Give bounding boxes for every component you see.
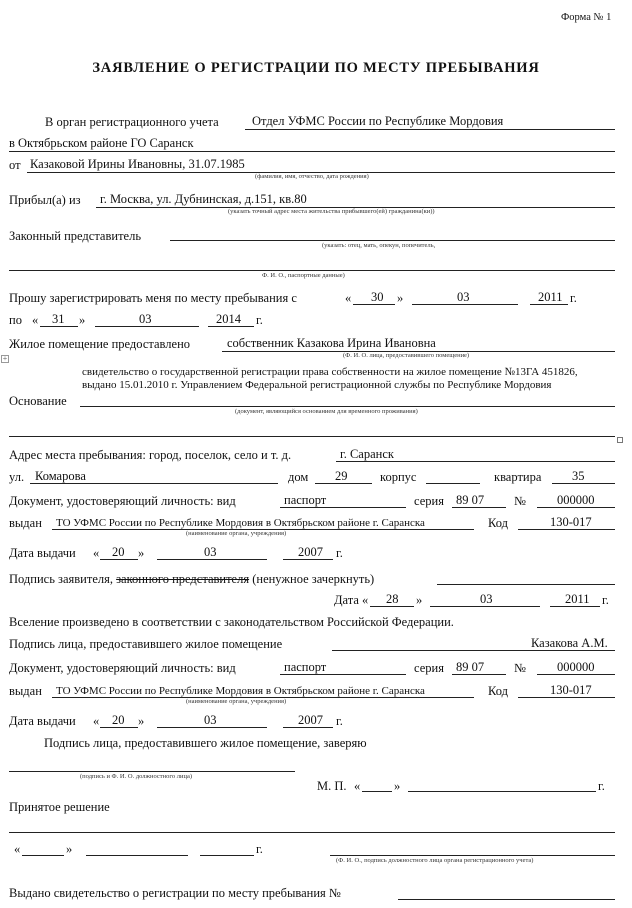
register-to-year: 2014 (216, 312, 241, 326)
form-number: Форма № 1 (561, 12, 612, 23)
doc2-series-line (452, 674, 506, 675)
korpus-line (426, 483, 480, 484)
register-from-day: 30 (371, 290, 384, 304)
doc2-num-line (537, 674, 615, 675)
doc2-kind-line (280, 674, 406, 675)
doc1-series: 89 07 (456, 493, 485, 507)
doc2-code-line (518, 697, 615, 698)
doc2-date-year: 2007 (298, 713, 323, 727)
doc1-issued-label: выдан (9, 516, 42, 530)
quote-close: » (66, 842, 73, 856)
doc1-kind: паспорт (284, 493, 327, 507)
quote-close: » (138, 546, 145, 560)
doc2-series-label: серия (414, 661, 444, 675)
arrived-hint: (указать точный адрес места жительства прибывшего(ей) гражданина(ки)) (228, 208, 435, 215)
address-city-line (336, 461, 615, 462)
decision-month-line[interactable] (86, 855, 188, 856)
provider-sign-line (332, 650, 615, 651)
register-from-month-line (412, 304, 518, 305)
premises-label: Жилое помещение предоставлено (9, 337, 191, 351)
register-to-month-line (95, 326, 199, 327)
representative-hint-1: (указать: отец, мать, опекун, попечитель, (322, 242, 436, 249)
certify-month-line[interactable] (408, 791, 596, 792)
doc2-code: 130-017 (550, 683, 592, 697)
signature-date-month-line (430, 606, 540, 607)
doc2-date-label: Дата выдачи (9, 714, 76, 728)
signature-date-month: 03 (480, 592, 493, 606)
signature-strike-text: законного представителя (116, 572, 250, 586)
doc2-num: 000000 (557, 660, 595, 674)
register-from-year-line (530, 304, 568, 305)
quote-open: « (362, 593, 369, 607)
register-from-year: 2011 (538, 290, 563, 304)
doc1-issued-hint: (наименование органа, учреждения) (186, 530, 287, 537)
doc2-issued-hint: (наименование органа, учреждения) (186, 698, 287, 705)
certify-label: Подпись лица, предоставившего жилое помещение, заверяю (44, 736, 367, 750)
stamp-label: М. П. (317, 779, 347, 793)
house-line (315, 483, 372, 484)
from-label: от (9, 158, 21, 172)
quote-close: » (79, 313, 86, 327)
certificate-line[interactable] (398, 899, 615, 900)
signature-date-day: 28 (386, 592, 399, 606)
register-from-month: 03 (457, 290, 470, 304)
register-to-day-line (40, 326, 78, 327)
representative-line-2 (9, 270, 615, 271)
doc1-date-year: 2007 (298, 545, 323, 559)
doc1-date-label: Дата выдачи (9, 546, 76, 560)
apt-value: 35 (572, 469, 585, 483)
doc1-date-suffix: г. (336, 546, 343, 560)
doc1-date-month: 03 (204, 545, 217, 559)
signature-date-year-line (550, 606, 600, 607)
certificate-label: Выдано свидетельство о регистрации по месту пребывания № (9, 886, 341, 900)
doc2-date-suffix: г. (336, 714, 343, 728)
doc2-date-month-line (157, 727, 267, 728)
page-title: ЗАЯВЛЕНИЕ О РЕГИСТРАЦИИ ПО МЕСТУ ПРЕБЫВАНИЯ (92, 60, 540, 76)
register-to-month: 03 (139, 312, 152, 326)
basis-hint: (документ, являющийся основанием для временного проживания) (235, 408, 418, 415)
doc1-num: 000000 (557, 493, 595, 507)
register-from-label: Прошу зарегистрировать меня по месту пребывания с (9, 291, 297, 305)
signature-label (9, 572, 374, 586)
doc1-series-label: серия (414, 494, 444, 508)
signature-date-label: Дата (334, 593, 359, 607)
decision-day-line[interactable] (22, 855, 64, 856)
doc2-series: 89 07 (456, 660, 485, 674)
street-line (30, 483, 278, 484)
register-to-day: 31 (52, 312, 65, 326)
certify-suffix: г. (598, 779, 605, 793)
decision-year-line[interactable] (200, 855, 254, 856)
basis-value: свидетельство о государственной регистрации права собственности на жилое помещение №13ГА 451826, выдано 15.01.2010 г. Управлением Федеральной регистрационной службы по Республике Мордовия (82, 366, 578, 391)
authority-value-1: Отдел УФМС России по Республике Мордовия (252, 114, 504, 128)
authority-line-2 (9, 151, 615, 152)
doc1-kind-line (280, 507, 406, 508)
doc2-issued: ТО УФМС России по Республике Мордовия в Октябрьском районе г. Саранска (56, 685, 425, 697)
decision-label: Принятое решение (9, 800, 110, 814)
doc1-date-month-line (157, 559, 267, 560)
register-to-year-line (208, 326, 254, 327)
doc1-date-day: 20 (112, 545, 125, 559)
doc1-date-day-line (100, 559, 138, 560)
doc1-series-line (452, 507, 506, 508)
doc1-issued: ТО УФМС России по Республике Мордовия в Октябрьском районе г. Саранска (56, 517, 425, 529)
premises-value: собственник Казакова Ирина Ивановна (227, 336, 436, 350)
basis-line-2 (9, 436, 615, 437)
doc2-date-month: 03 (204, 713, 217, 727)
move-handle-icon[interactable]: + (2, 354, 8, 363)
register-to-label: по (9, 313, 22, 327)
doc1-label: Документ, удостоверяющий личность: вид (9, 494, 236, 508)
representative-label: Законный представитель (9, 229, 142, 243)
doc2-date-day: 20 (112, 713, 125, 727)
street-value: Комарова (35, 469, 86, 483)
premises-hint: (Ф. И. О. лица, предоставившего помещение) (343, 352, 470, 359)
from-value: Казаковой Ирины Ивановны, 31.07.1985 (30, 157, 245, 171)
quote-open: « (14, 842, 21, 856)
doc2-kind: паспорт (284, 660, 327, 674)
register-from-day-line (353, 304, 395, 305)
address-label: Адрес места пребывания: город, поселок, село и т. д. (9, 448, 292, 462)
decision-line[interactable] (9, 832, 615, 833)
quote-close: » (416, 593, 423, 607)
provider-sign-label: Подпись лица, предоставившего жилое помещение (9, 637, 283, 651)
doc2-code-label: Код (488, 684, 508, 698)
doc1-code-label: Код (488, 516, 508, 530)
doc2-issued-label: выдан (9, 684, 42, 698)
doc1-date-year-line (283, 559, 333, 560)
signature-label-text: Подпись заявителя, (9, 572, 113, 586)
certify-day-line[interactable] (362, 791, 392, 792)
decision-sign-line[interactable] (330, 855, 615, 856)
signature-date-day-line (370, 606, 414, 607)
doc1-num-line (537, 507, 615, 508)
street-label: ул. (9, 470, 25, 484)
signature-rest-text: (ненужное зачеркнуть) (252, 572, 375, 586)
quote-open: « (345, 291, 352, 305)
quote-open: « (354, 779, 361, 793)
doc2-date-year-line (283, 727, 333, 728)
decision-hint: (Ф. И. О., подпись должностного лица органа регистрационного учета) (336, 857, 534, 864)
quote-open: « (93, 546, 100, 560)
house-label: дом (288, 470, 309, 484)
register-from-suffix: г. (570, 291, 577, 305)
arrived-value: г. Москва, ул. Дубнинская, д.151, кв.80 (100, 192, 307, 206)
signature-line[interactable] (437, 584, 615, 585)
signature-date-year: 2011 (565, 592, 590, 606)
doc1-code-line (518, 529, 615, 530)
basis-line (80, 406, 615, 407)
settled-text: Вселение произведено в соответствии с законодательством Российской Федерации. (9, 615, 454, 629)
doc1-code: 130-017 (550, 515, 592, 529)
from-hint: (фамилия, имя, отчество, дата рождения) (255, 173, 369, 180)
signature-date-suffix: г. (602, 593, 609, 607)
korpus-label: корпус (380, 470, 417, 484)
representative-line-1 (170, 240, 615, 241)
quote-close: » (397, 291, 404, 305)
arrived-label: Прибыл(а) из (9, 193, 81, 207)
doc2-date-day-line (100, 727, 138, 728)
quote-close: » (394, 779, 401, 793)
house-value: 29 (335, 469, 348, 483)
doc2-num-label: № (514, 661, 526, 675)
provider-sign-value: Казакова А.М. (531, 636, 608, 650)
doc1-num-label: № (514, 494, 526, 508)
representative-hint-2: Ф. И. О., паспортные данные) (262, 272, 345, 279)
resize-handle-icon[interactable] (617, 437, 623, 443)
quote-close: » (138, 714, 145, 728)
address-city: г. Саранск (340, 447, 394, 461)
quote-open: « (93, 714, 100, 728)
apt-line (552, 483, 615, 484)
basis-label: Основание (9, 394, 67, 408)
authority-value-2: в Октябрьском районе ГО Саранск (9, 136, 194, 150)
certify-line[interactable] (9, 771, 295, 772)
authority-label: В орган регистрационного учета (45, 115, 219, 129)
register-to-suffix: г. (256, 313, 263, 327)
authority-line-1 (245, 129, 615, 130)
decision-suffix: г. (256, 842, 263, 856)
apt-label: квартира (494, 470, 542, 484)
quote-open: « (32, 313, 39, 327)
certify-hint: (подпись и Ф. И. О. должностного лица) (80, 773, 193, 780)
doc2-label: Документ, удостоверяющий личность: вид (9, 661, 236, 675)
